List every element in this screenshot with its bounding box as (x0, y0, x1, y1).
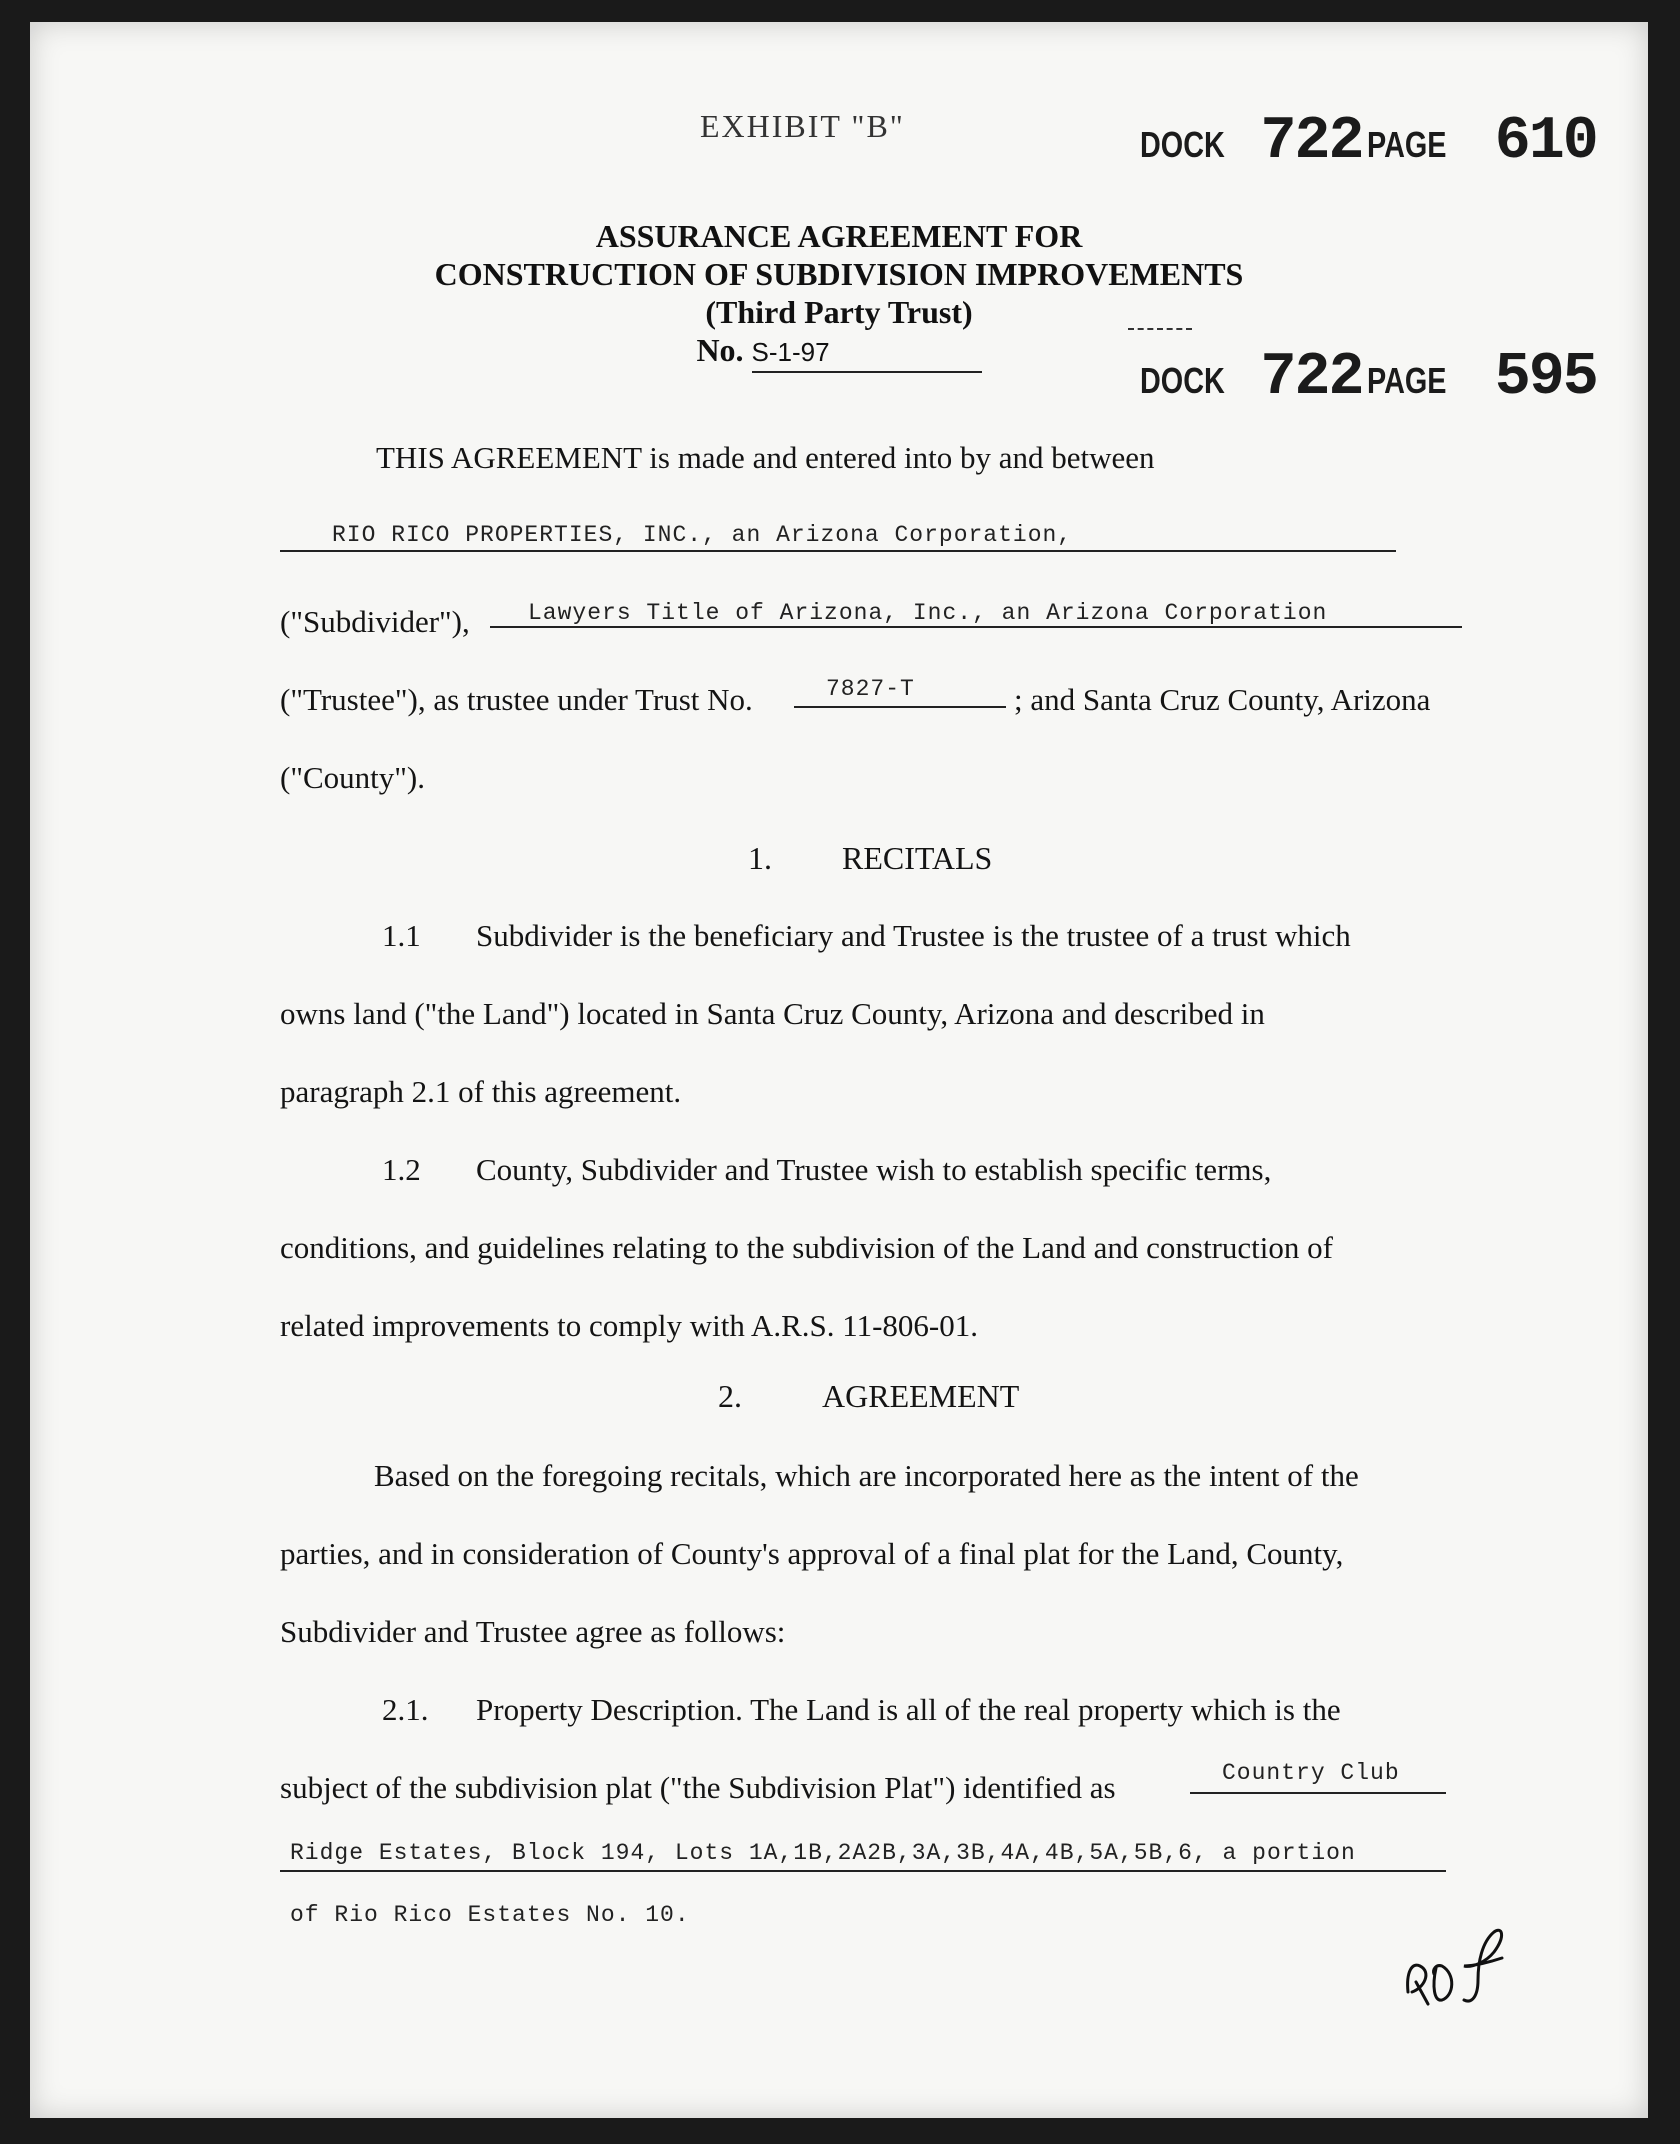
stamp-book: 722 (1260, 108, 1363, 176)
paragraph-1-1-line-3: paragraph 2.1 of this agreement. (280, 1074, 682, 1109)
trust-number: 7827-T (826, 676, 915, 702)
stamp-label: DOCK (1140, 124, 1225, 165)
trust-number-underline (794, 706, 1006, 708)
paragraph-1-2-line-2: conditions, and guidelines relating to the subdivision of the Land and construction of (280, 1230, 1333, 1265)
paragraph-2-1-number: 2.1. (382, 1692, 429, 1727)
paragraph-2-1-line-2: subject of the subdivision plat ("the Subdivision Plat") identified as (280, 1770, 1116, 1805)
document-page (30, 22, 1648, 2118)
stamp-book: 722 (1260, 344, 1363, 412)
agreement-number-value: S-1-97 (752, 333, 982, 373)
plat-name-fill-3: of Rio Rico Estates No. 10. (290, 1902, 690, 1928)
paragraph-1-1-line-1: Subdivider is the beneficiary and Trustee is the trustee of a trust which (476, 918, 1351, 953)
title-line-3: (Third Party Trust) (705, 294, 973, 330)
plat-name-underline-1 (1190, 1792, 1446, 1794)
subdivider-underline (280, 550, 1396, 552)
agreement-intro-line-1: Based on the foregoing recitals, which are incorporated here as the intent of the (374, 1458, 1359, 1493)
recording-stamp-bottom (1140, 344, 1597, 412)
agreement-intro: THIS AGREEMENT is made and entered into by and between (376, 440, 1155, 475)
plat-name-fill-2: Ridge Estates, Block 194, Lots 1A,1B,2A2B,3A,3B,4A,4B,5A,5B,6, a portion (290, 1840, 1356, 1866)
stamp-label: DOCK (1140, 360, 1225, 401)
title-line-2: CONSTRUCTION OF SUBDIVISION IMPROVEMENTS (434, 256, 1244, 292)
agreement-number-label: No. (696, 332, 744, 368)
stamp-page-label: PAGE (1366, 124, 1447, 165)
stamp-page-label: PAGE (1366, 360, 1447, 401)
county-label: ("County"). (280, 760, 425, 795)
trustee-name: Lawyers Title of Arizona, Inc., an Arizona Corporation (528, 600, 1328, 626)
title-line-1: ASSURANCE AGREEMENT FOR (595, 218, 1083, 254)
section-2-number: 2. (718, 1378, 742, 1414)
plat-name-fill-1: Country Club (1222, 1760, 1400, 1786)
agreement-intro-line-2: parties, and in consideration of County's approval of a final plat for the Land, County, (280, 1536, 1344, 1571)
section-1-heading: RECITALS (842, 840, 993, 876)
paragraph-1-1-number: 1.1 (382, 918, 421, 953)
paragraph-1-2-line-3: related improvements to comply with A.R.S. 11-806-01. (280, 1308, 978, 1343)
trustee-label: ("Trustee"), as trustee under Trust No. (280, 682, 753, 717)
exhibit-label: EXHIBIT "B" (700, 108, 905, 144)
recording-stamp-top (1140, 108, 1597, 176)
stamp-divider (1128, 328, 1192, 330)
county-text: ; and Santa Cruz County, Arizona (1014, 682, 1431, 717)
paragraph-1-2-number: 1.2 (382, 1152, 421, 1187)
paragraph-1-1-line-2: owns land ("the Land") located in Santa Cruz County, Arizona and described in (280, 996, 1265, 1031)
paragraph-2-1-line-1: Property Description. The Land is all of the real property which is the (476, 1692, 1341, 1727)
stamp-page: 610 (1494, 108, 1597, 176)
agreement-intro-line-3: Subdivider and Trustee agree as follows: (280, 1614, 786, 1649)
subdivider-label: ("Subdivider"), (280, 604, 470, 639)
initials-signature (1398, 1922, 1518, 2032)
section-1-number: 1. (748, 840, 772, 876)
subdivider-name: RIO RICO PROPERTIES, INC., an Arizona Corporation, (332, 522, 1073, 548)
paragraph-1-2-line-1: County, Subdivider and Trustee wish to establish specific terms, (476, 1152, 1272, 1187)
stamp-page: 595 (1494, 344, 1597, 412)
trustee-underline (490, 626, 1462, 628)
section-2-heading: AGREEMENT (822, 1378, 1020, 1414)
plat-name-underline-2 (280, 1870, 1446, 1872)
